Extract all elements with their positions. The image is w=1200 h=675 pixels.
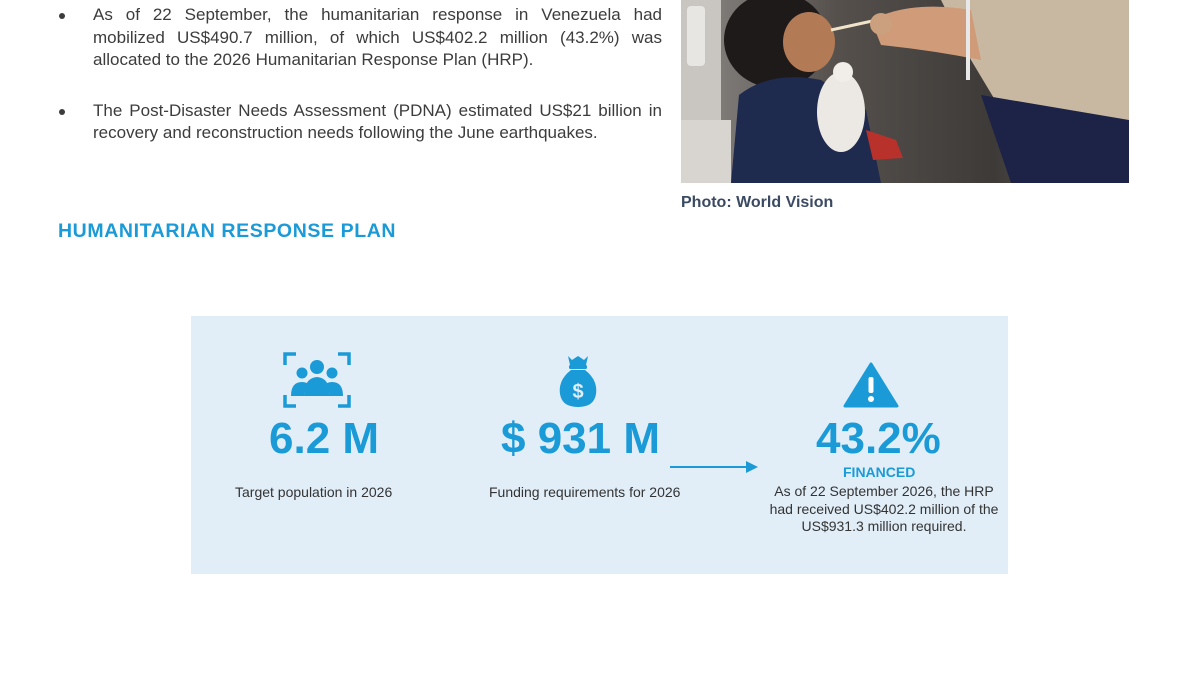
summary-bullet-list — [56, 4, 662, 173]
bullet-item — [56, 4, 662, 72]
target-population-caption: Target population in 2026 — [235, 484, 393, 500]
funding-requirements-value: $ 931 M — [501, 414, 660, 463]
photo-illustration — [681, 0, 1129, 183]
bullet-dot — [59, 109, 65, 115]
photo — [681, 0, 1129, 183]
bullet-text: As of 22 September, the humanitarian response in Venezuela had mobilized US$490.7 million, of which US$402.2 million (43.2%) was allocated to the 2026 Humanitarian Response Plan (HRP). — [93, 5, 662, 69]
people-group-icon — [283, 352, 351, 413]
bullet-item — [56, 100, 662, 145]
bullet-text: The Post-Disaster Needs Assessment (PDNA) estimated US$21 billion in recovery and reconstruction needs following the June earthquakes. — [93, 100, 662, 142]
svg-text:$: $ — [572, 381, 584, 403]
financed-percentage-value: 43.2% — [816, 414, 941, 463]
money-bag-icon — [558, 354, 598, 413]
funding-requirements-caption: Funding requirements for 2026 — [489, 484, 681, 500]
section-heading: HUMANITARIAN RESPONSE PLAN — [58, 220, 397, 242]
hrp-kpi-panel — [191, 316, 1008, 574]
photo-caption: Photo: World Vision — [681, 194, 834, 211]
financed-label: FINANCED — [843, 464, 916, 480]
warning-triangle-icon — [843, 362, 899, 413]
bullet-dot — [59, 13, 65, 19]
right-arrow-icon — [670, 460, 760, 479]
target-population-value: 6.2 M — [269, 414, 380, 463]
financed-note: As of 22 September 2026, the HRP had received US$402.2 million of the US$931.3 million required. — [769, 483, 999, 534]
